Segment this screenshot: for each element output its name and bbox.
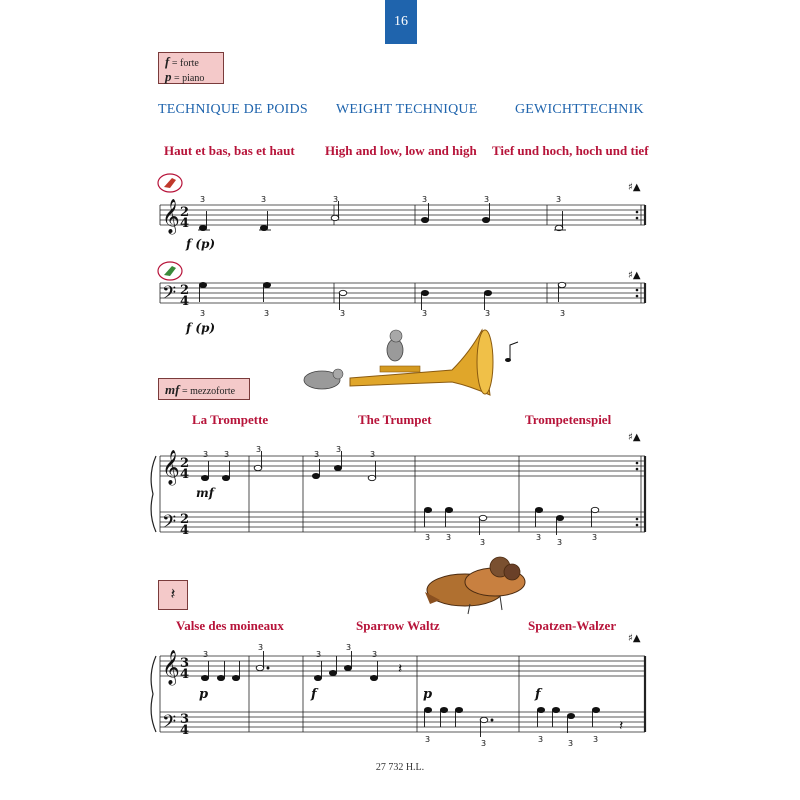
waltz-title-french: Valse des moineaux <box>176 618 284 633</box>
svg-text:3: 3 <box>316 650 322 659</box>
svg-text:3: 3 <box>200 195 206 204</box>
svg-text:3: 3 <box>560 309 566 318</box>
mezzoforte-label: = mezzoforte <box>181 386 236 397</box>
svg-text:3: 3 <box>333 195 339 204</box>
bass-clef-2: 𝄢 <box>162 283 177 308</box>
treble-clef-3: 𝄞 <box>162 450 180 485</box>
staff-2-lines <box>160 283 645 303</box>
svg-text:3: 3 <box>481 739 487 748</box>
trumpet-title-german: Trompetenspiel <box>525 412 612 427</box>
svg-text:3: 3 <box>568 739 574 748</box>
svg-text:3: 3 <box>484 195 490 204</box>
svg-text:3: 3 <box>258 643 264 652</box>
brace-staff-3 <box>151 456 156 532</box>
svg-text:3: 3 <box>340 309 346 318</box>
ts-bottom-4t: 4 <box>180 667 190 682</box>
svg-text:3: 3 <box>538 735 544 744</box>
svg-text:3: 3 <box>224 450 230 459</box>
svg-text:3: 3 <box>372 650 378 659</box>
dynamics-staff-4-b: f <box>311 687 317 702</box>
svg-text:3: 3 <box>261 195 267 204</box>
heading-english: WEIGHT TECHNIQUE <box>336 102 478 117</box>
right-hand-icon <box>158 174 182 192</box>
sparrows-illustration <box>425 557 525 614</box>
subheading-german: Tief und hoch, hoch und tief <box>492 143 649 158</box>
rest-bass-4: 𝄽 <box>619 718 624 734</box>
ts-bottom-2: 4 <box>180 294 190 309</box>
svg-text:3: 3 <box>422 195 428 204</box>
trumpet-title-english: The Trumpet <box>358 412 432 427</box>
rest-treble-4: 𝄽 <box>398 661 403 677</box>
ts-bottom-4b: 4 <box>180 723 190 738</box>
svg-text:3: 3 <box>446 533 452 542</box>
ts-bottom-3t: 4 <box>180 467 190 482</box>
svg-text:3: 3 <box>485 309 491 318</box>
waltz-title-german: Spatzen-Walzer <box>528 618 617 633</box>
repeat-mark-4: ♯▲ <box>628 633 641 644</box>
svg-text:3: 3 <box>314 450 320 459</box>
svg-text:3: 3 <box>203 650 209 659</box>
svg-text:3: 3 <box>256 445 262 454</box>
dynamics-staff-4-d: f <box>535 687 541 702</box>
dynamics-staff-2: f (p) <box>186 321 216 335</box>
dynamics-staff-4-c: p <box>423 687 433 702</box>
staff-3-bass-lines <box>160 512 645 532</box>
svg-text:3: 3 <box>370 450 376 459</box>
ts-top-2: 2 <box>180 283 190 298</box>
page-number-text: 16 <box>394 14 408 29</box>
repeat-mark-2: ♯▲ <box>628 270 641 281</box>
repeat-mark-1: ♯▲ <box>628 182 641 193</box>
mezzoforte-symbol: mf <box>165 382 180 397</box>
svg-text:3: 3 <box>480 538 486 547</box>
svg-text:3: 3 <box>203 450 209 459</box>
waltz-title-english: Sparrow Waltz <box>356 618 440 633</box>
ts-top-4t: 3 <box>180 656 190 671</box>
treble-clef-1: 𝄞 <box>162 199 180 234</box>
treble-clef-4: 𝄞 <box>162 650 180 685</box>
dynamics-staff-3: mf <box>196 486 214 500</box>
svg-text:3: 3 <box>336 445 342 454</box>
staff-4-treble-lines <box>160 656 645 676</box>
ts-bottom-3b: 4 <box>180 523 190 538</box>
brace-staff-4 <box>151 656 156 732</box>
svg-text:3: 3 <box>425 533 431 542</box>
ts-top-3t: 2 <box>180 456 190 471</box>
svg-text:3: 3 <box>200 309 206 318</box>
subheading-english: High and low, low and high <box>325 143 477 158</box>
svg-text:3: 3 <box>264 309 270 318</box>
staff-3-notes <box>201 451 598 535</box>
heading-german: GEWICHTTECHNIK <box>515 102 644 117</box>
left-hand-icon <box>158 262 182 280</box>
staff-1-notes <box>198 201 566 231</box>
heading-french: TECHNIQUE DE POIDS <box>158 102 308 117</box>
svg-text:3: 3 <box>557 538 563 547</box>
quarter-rest-icon: 𝄽 <box>170 586 176 603</box>
dynamics-staff-1: f (p) <box>186 237 216 251</box>
subheading-french: Haut et bas, bas et haut <box>164 143 295 158</box>
piano-label: = piano <box>174 73 205 84</box>
ts-top-3b: 2 <box>180 512 190 527</box>
publisher-code: 27 732 H.L. <box>375 762 425 773</box>
bass-clef-3: 𝄢 <box>162 512 177 537</box>
dynamics-staff-4-a: p <box>199 687 209 702</box>
ts-top-1: 2 <box>180 205 190 220</box>
piano-symbol: p <box>165 69 172 84</box>
ts-top-4b: 3 <box>180 712 190 727</box>
staff-1-lines <box>160 205 645 225</box>
svg-text:3: 3 <box>593 735 599 744</box>
forte-label: = forte <box>171 58 199 69</box>
svg-text:3: 3 <box>425 735 431 744</box>
bass-clef-4: 𝄢 <box>162 712 177 737</box>
svg-text:3: 3 <box>592 533 598 542</box>
trumpet-mice-illustration <box>304 330 518 395</box>
repeat-mark-3: ♯▲ <box>628 432 641 443</box>
svg-text:3: 3 <box>422 309 428 318</box>
staff-2-notes <box>199 282 565 310</box>
ts-bottom-1: 4 <box>180 216 190 231</box>
trumpet-title-french: La Trompette <box>192 412 269 427</box>
svg-text:3: 3 <box>536 533 542 542</box>
svg-text:3: 3 <box>346 643 352 652</box>
staff-3-treble-lines <box>160 456 645 476</box>
svg-text:3: 3 <box>556 195 562 204</box>
forte-symbol: f <box>165 54 170 69</box>
